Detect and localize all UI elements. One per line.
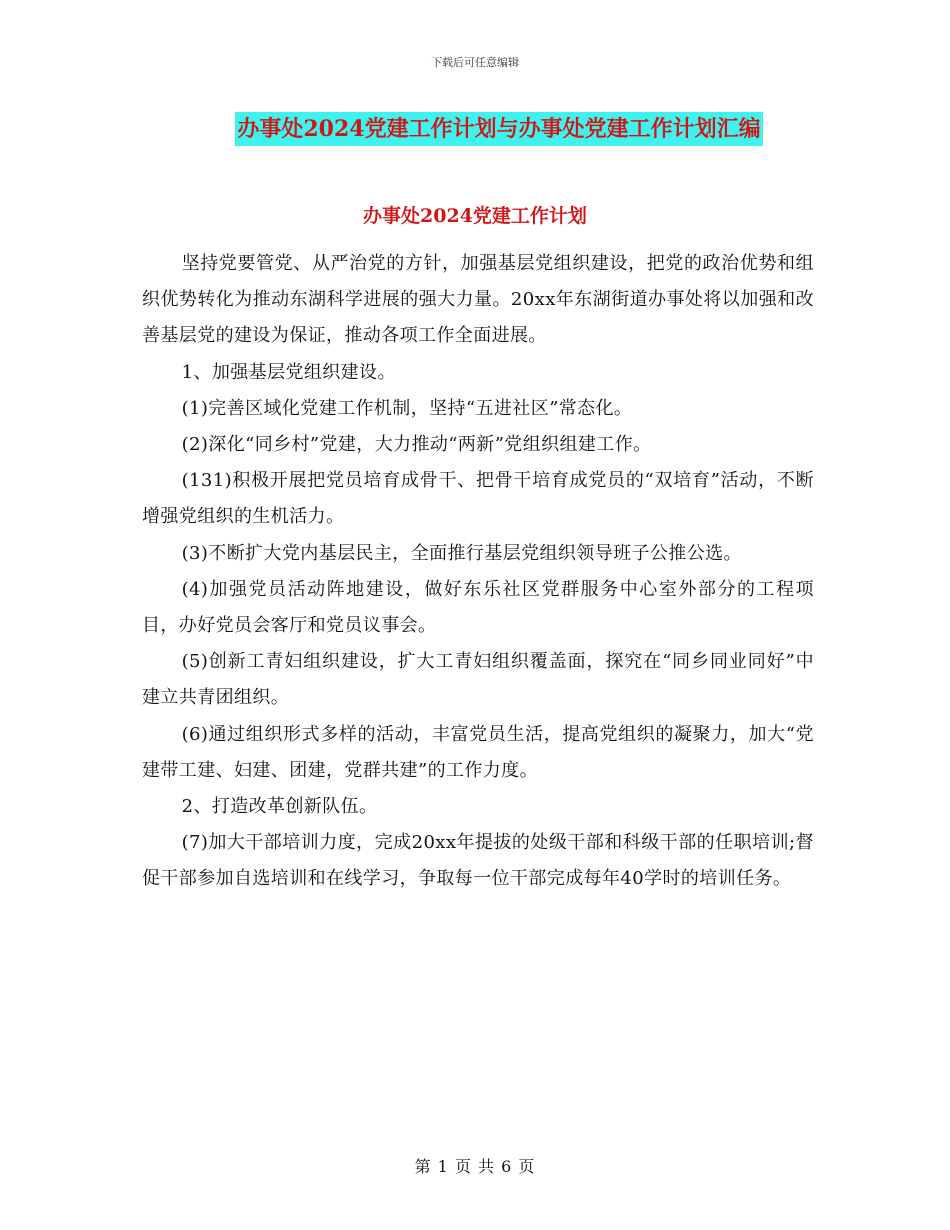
- paragraph: (5)创新工青妇组织建设，扩大工青妇组织覆盖面，探究在“同乡同业同好”中建立共青团组织。: [142, 651, 814, 709]
- paragraph: 1、加强基层党组织建设。: [181, 361, 396, 383]
- paragraph: (2)深化“同乡村”党建，大力推动“两新”党组织组建工作。: [181, 434, 652, 456]
- paragraph: (3)不断扩大党内基层民主，全面推行基层党组织领导班子公推公选。: [181, 542, 742, 564]
- paragraph: 坚持党要管党、从严治党的方针，加强基层党组织建设，把党的政治优势和组织优势转化为推动东湖科学进展的强大力量。20xx年东湖街道办事处将以加强和改善基层党的建设为保证，推动各项工作全面进展。: [142, 253, 814, 347]
- paragraph: (6)通过组织形式多样的活动，丰富党员生活，提高党组织的凝聚力，加大“党建带工建、妇建、团建，党群共建”的工作力度。: [142, 723, 814, 781]
- paragraph: (7)加大干部培训力度，完成20xx年提拔的处级干部和科级干部的任职培训;督促干部参加自选培训和在线学习，争取每一位干部完成每年40学时的培训任务。: [142, 832, 814, 890]
- sub-title: 办事处2024党建工作计划: [363, 205, 587, 227]
- document-body: [142, 246, 814, 898]
- main-title: 办事处2024党建工作计划与办事处党建工作计划汇编: [235, 112, 762, 146]
- page-footer: 第 1 页 共 6 页: [414, 1157, 536, 1176]
- paragraph: (131)积极开展把党员培育成骨干、把骨干培育成党员的“双培育”活动，不断增强党组织的生机活力。: [142, 470, 814, 528]
- paragraph: 2、打造改革创新队伍。: [181, 796, 378, 818]
- main-title-wrap: [0, 112, 950, 146]
- paragraph: (4)加强党员活动阵地建设，做好东乐社区党群服务中心室外部分的工程项目，办好党员会客厅和党员议事会。: [142, 578, 814, 637]
- paragraph: (1)完善区域化党建工作机制，坚持“五进社区”常态化。: [181, 397, 633, 419]
- header-note: 下载后可任意编辑: [431, 56, 519, 69]
